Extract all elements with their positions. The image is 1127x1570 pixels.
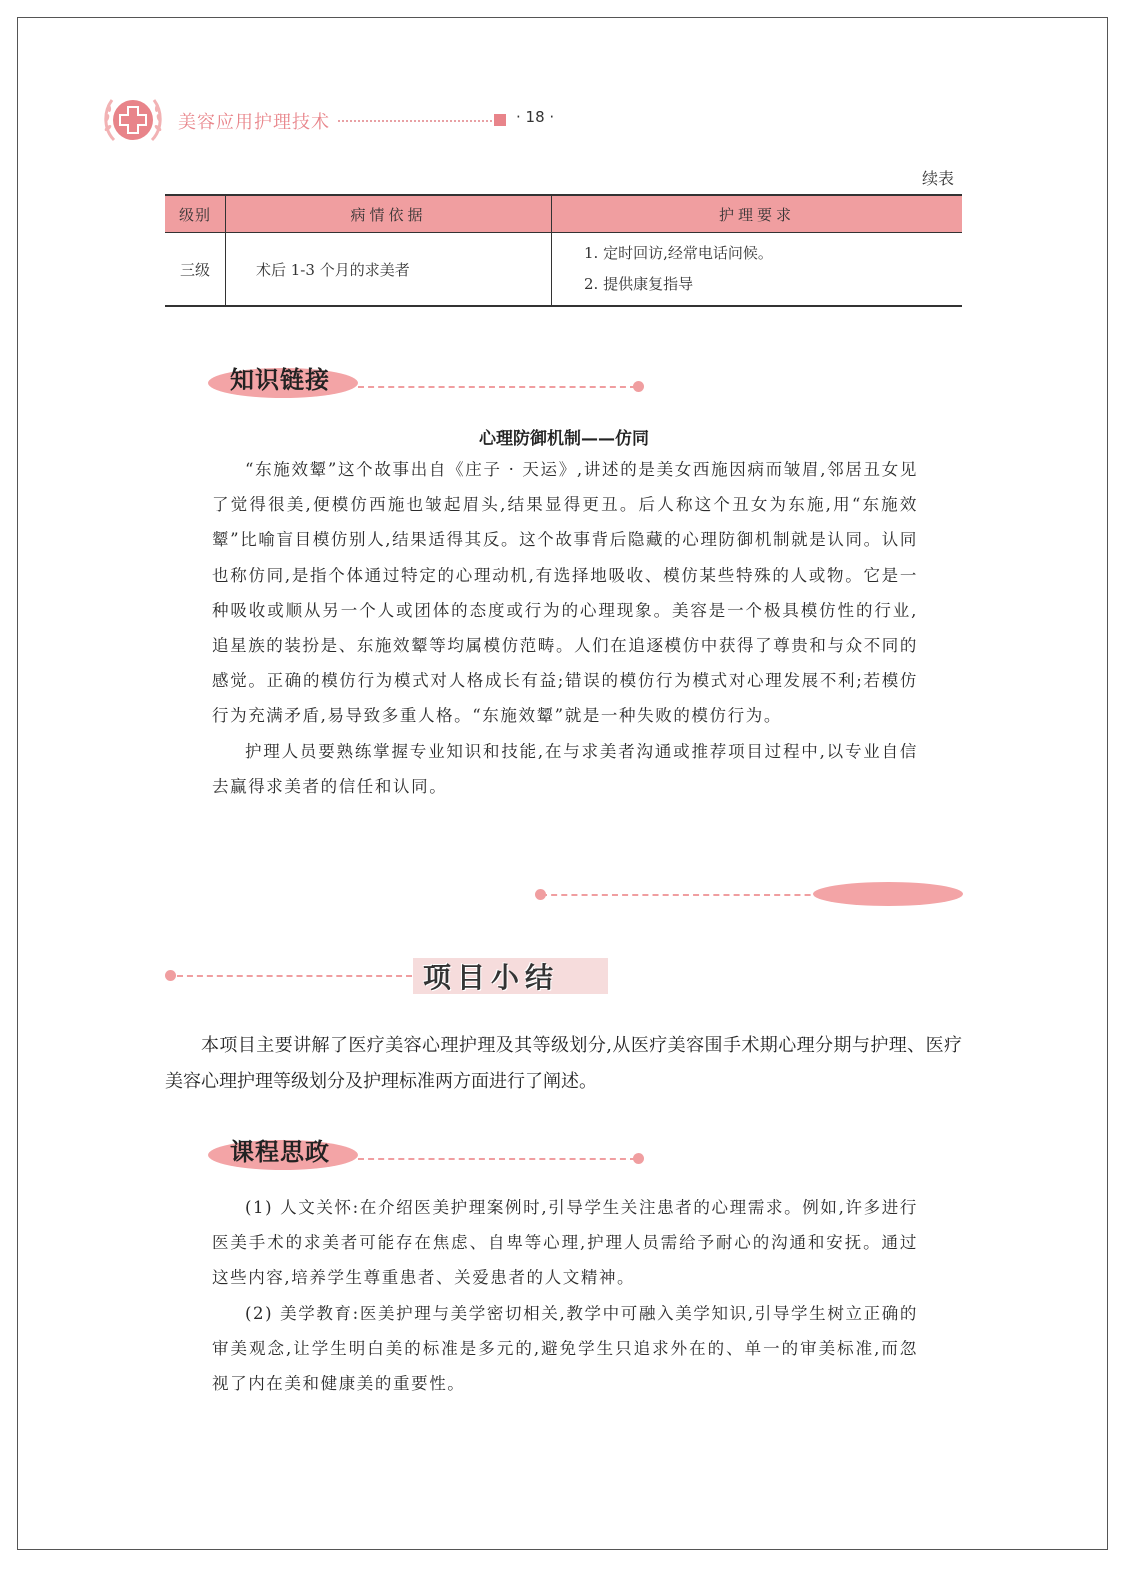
ideology-body	[212, 1190, 918, 1401]
banner-dot	[535, 889, 546, 900]
knowledge-link-heading: 知识链接	[230, 366, 330, 394]
requirement-item: 1. 定时回访,经常电话问候。	[584, 244, 773, 262]
banner-dashed-line	[358, 386, 636, 388]
book-title: 美容应用护理技术	[178, 112, 330, 133]
banner-dashed-line	[358, 1158, 636, 1160]
running-header	[100, 88, 600, 152]
knowledge-link-title: 心理防御机制——仿同	[479, 429, 649, 449]
table-continued-note: 续表	[922, 169, 955, 188]
paragraph: 护理人员要熟练掌握专业知识和技能,在与求美者沟通或推荐项目过程中,以专业自信去赢得求美者的信任和认同。	[212, 741, 918, 796]
table-row	[165, 233, 962, 307]
knowledge-link-body	[212, 452, 918, 804]
banner-dashed-line	[177, 975, 412, 977]
summary-heading: 项目小结	[423, 961, 560, 994]
header-dotted-rule	[338, 120, 492, 122]
ideology-banner	[208, 1132, 644, 1174]
knowledge-link-end-decoration	[535, 882, 963, 908]
knowledge-link-banner	[208, 360, 644, 402]
summary-banner	[165, 956, 610, 996]
summary-body	[165, 1028, 962, 1100]
cell-basis: 术后 1-3 个月的求美者	[226, 233, 552, 307]
banner-dot	[633, 381, 644, 392]
medical-cross-logo-icon	[100, 88, 166, 152]
banner-pill	[813, 882, 963, 906]
col-header-requirements: 护理要求	[552, 195, 963, 233]
page-number: · 18 ·	[516, 108, 555, 126]
banner-dot	[165, 970, 176, 981]
paragraph: “东施效颦”这个故事出自《庄子 · 天运》,讲述的是美女西施因病而皱眉,邻居丑女见了觉得很美,便模仿西施也皱起眉头,结果显得更丑。后人称这个丑女为东施,用“东施效颦”比喻盲目模仿别人,结果适得其反。这个故事背后隐藏的心理防御机制就是认同。认同也称仿同,是指个体通过特定的心理动机,有选择地吸收、模仿某些特殊的人或物。它是一种吸收或顺从另一个人或团体的态度或行为的心理现象。美容是一个极具模仿性的行业,追星族的装扮是、东施效颦等均属模仿范畴。人们在追逐模仿中获得了尊贵和与众不同的感觉。正确的模仿行为模式对人格成长有益;错误的模仿行为模式对心理发展不利;若模仿行为充满矛盾,易导致多重人格。“东施效颦”就是一种失败的模仿行为。	[212, 460, 918, 726]
table-header-row	[165, 195, 962, 233]
ideology-heading: 课程思政	[230, 1138, 330, 1166]
banner-dot	[633, 1153, 644, 1164]
requirement-item: 2. 提供康复指导	[584, 275, 694, 293]
paragraph: (2) 美学教育:医美护理与美学密切相关,教学中可融入美学知识,引导学生树立正确的审美观念,让学生明白美的标准是多元的,避免学生只追求外在的、单一的审美标准,而忽视了内在美和健康美的重要性。	[212, 1303, 918, 1394]
banner-dashed-line	[541, 894, 841, 896]
col-header-level: 级别	[165, 195, 226, 233]
cell-requirements	[552, 233, 963, 307]
paragraph: (1) 人文关怀:在介绍医美护理案例时,引导学生关注患者的心理需求。例如,许多进行医美手术的求美者可能存在焦虑、自卑等心理,护理人员需给予耐心的沟通和安抚。通过这些内容,培养学生尊重患者、关爱患者的人文精神。	[212, 1198, 918, 1288]
paragraph: 本项目主要讲解了医疗美容心理护理及其等级划分,从医疗美容围手术期心理分期与护理、医疗美容心理护理等级划分及护理标准两方面进行了阐述。	[165, 1035, 962, 1092]
header-square-marker	[494, 114, 506, 126]
col-header-basis: 病情依据	[226, 195, 552, 233]
care-level-table	[165, 194, 962, 307]
cell-level: 三级	[165, 233, 226, 307]
